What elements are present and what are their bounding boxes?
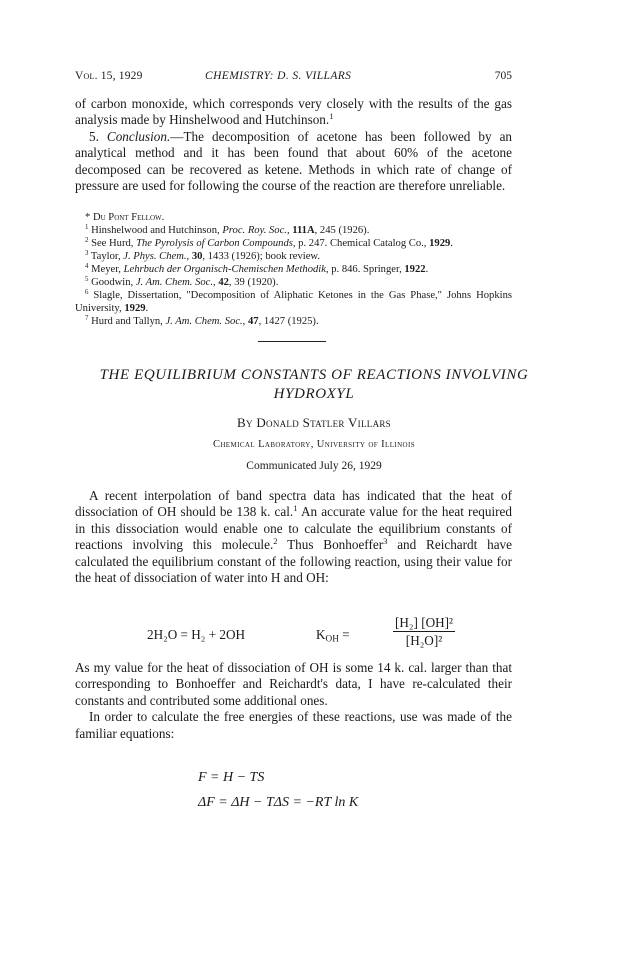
conclusion-heading: Conclusion. xyxy=(106,128,171,144)
intro-paragraph: A recent interpolation of band spectra data has indicated that the heat of dissociation of OH should be 138 k. cal.$^1$ An accurate value for the heat required in this dissociation would enable one to calculate the equilibrium constants of reactions involving this molecule.$^2$ Thus Bonhoeffer$^3$ and Reichardt have calculated the equilibrium constant of the following reaction, using their value for the heat of dissociation of water into H and OH: xyxy=(75,488,513,586)
footnote-1: $^1$ Hinshelwood and Hutchinson, Proc. Roy. Soc., 111A, 245 (1926). xyxy=(85,223,370,236)
footnote-5: $^5$ Goodwin, J. Am. Chem. Soc., 42, 39 (1920). xyxy=(85,275,279,288)
article-title: THE EQUILIBRIUM CONSTANTS OF REACTIONS INVOLVING HYDROXYL xyxy=(99,367,529,402)
fraction-numerator: [H₂] [OH]² xyxy=(395,615,453,630)
communicated-line: Communicated July 26, 1929 xyxy=(246,460,382,472)
equilibrium-equation xyxy=(75,615,512,655)
free-energy-equation: F = H − TS xyxy=(198,770,265,785)
footnote-star: * Du Pont Fellow. xyxy=(85,212,165,223)
footnote-7: $^7$ Hurd and Tallyn, J. Am. Chem. Soc., 47, 1427 (1925). xyxy=(85,314,319,327)
section-divider xyxy=(258,341,326,342)
equilibrium-constant-symbol: $K_{OH}$ = xyxy=(316,627,350,644)
footnotes xyxy=(75,211,512,328)
running-title: CHEMISTRY: D. S. VILLARS xyxy=(205,70,352,82)
equilibrium-fraction xyxy=(393,615,455,649)
footnote-2: $^2$ See Hurd, The Pyrolysis of Carbon Compounds, p. 247. Chemical Catalog Co., 1929. xyxy=(85,236,453,249)
paragraph-free-energy: In order to calculate the free energies of these reactions, use was made of the familiar equations: xyxy=(75,709,512,741)
continuation-text xyxy=(75,96,512,194)
paragraph-recalculation: As my value for the heat of dissociation of OH is some 14 k. cal. larger than that corresponding to Bonhoeffer and Reichardt's data, I have re-calculated their constants and contributed some additional ones. xyxy=(75,660,512,708)
footnote-6: $^6$ Slagle, Dissertation, "Decomposition of Aliphatic Ketones in the Gas Phase," Johns Hopkins University, 1929. xyxy=(75,288,512,314)
delta-free-energy-equation: ΔF = ΔH − TΔS = −RT ln K xyxy=(198,795,359,810)
footnote-3: $^3$ Taylor, J. Phys. Chem., 30, 1433 (1926); book review. xyxy=(85,249,321,262)
author-line: By Donald Statler Villars xyxy=(237,415,391,430)
affiliation-line: Chemical Laboratory, University of Illinois xyxy=(212,439,416,450)
volume-label: Vol. 15, 1929 xyxy=(75,70,143,82)
continuation-line: of carbon monoxide, which corresponds very closely with the results of the gas analysis made by Hinshelwood and Hutchinson.$^1$ xyxy=(75,96,512,128)
fraction-denominator: [H₂O]² xyxy=(405,633,443,648)
reaction-formula: 2H₂O = H₂ + 2OH xyxy=(147,627,246,642)
page-header xyxy=(75,70,512,86)
body-paragraphs xyxy=(75,660,512,742)
conclusion-paragraph: 5. Conclusion.—The decomposition of acetone has been followed by an analytical method and it has been found that about 60% of the acetone decomposed can be recovered as ketene. Methods in which rate of change of pressure are used for following the course of the reaction are therefore unreliable. xyxy=(75,128,513,194)
footnote-4: $^4$ Meyer, Lehrbuch der Organisch-Chemischen Methodik, p. 846. Springer, 1922. xyxy=(85,262,429,275)
page-number: 705 xyxy=(494,70,512,82)
